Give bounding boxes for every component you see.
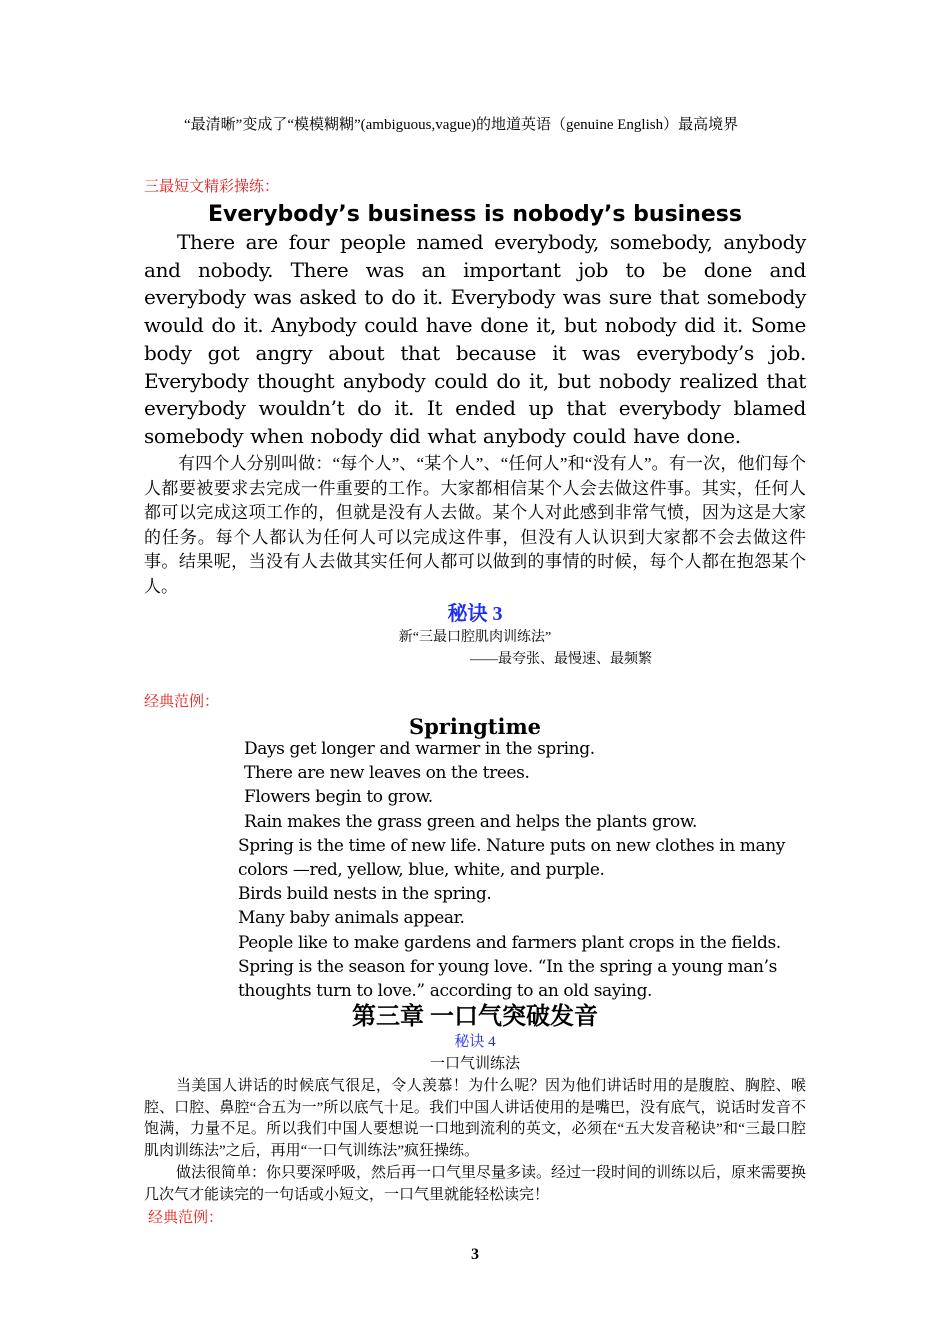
section-label-classic-example: 经典范例： (144, 694, 220, 710)
poem-line: Spring is the time of new life. Nature puts on new clothes in many colors —red, yellow, blue, white, and purple. (238, 835, 786, 881)
poem-line: Spring is the season for young love. “In the spring a young man’s thoughts turn to love.” according to an old saying. (238, 956, 777, 1002)
poem-line: Birds build nests in the spring. (238, 884, 492, 905)
tip-4-paragraph-1: 当美国人讲话的时候底气很足，令人羡慕！为什么呢？因为他们讲话时用的是腹腔、胸腔、喉腔、口腔、鼻腔“合五为一”所以底气十足。我们中国人讲话使用的是嘴巴，没有底气，说话时发音不饱满，力量不足。所以我们中国人要想说一口地到流利的英文，必须在“五大发音秘诀”和“三最口腔肌肉训练法”之后，再用“一口气训练法”疯狂操练。 (144, 1078, 806, 1159)
tip-3-title: 秘诀 3 (447, 603, 503, 625)
story-english-paragraph: There are four people named everybody, somebody, anybody and nobody. There was an important job to be done and everybody was asked to do it. Everybody was sure that somebody would do it. Anybody could have done it, but nobody did it. Some body got angry about that because it was everybody’s job. Everybody thought anybody could do it, but nobody realized that everybody wouldn’t do it. It ended up that everybody blamed somebody when nobody did what anybody could have done. (144, 230, 806, 448)
chapter-title: 第三章 一口气突破发音 (352, 1004, 598, 1030)
poem-line: Rain makes the grass green and helps the plants grow. (244, 811, 697, 832)
poem-line: Many baby animals appear. (238, 908, 465, 929)
story-title: Everybody’s business is nobody’s business (208, 202, 742, 227)
section-label-short-text-practice: 三最短文精彩操练： (144, 179, 280, 195)
tip-4-title: 秘诀 4 (454, 1034, 496, 1050)
story-chinese-paragraph: 有四个人分别叫做：“每个人”、“某个人”、“任何人”和“没有人”。有一次，他们每个人都要被要求去完成一件重要的工作。大家都相信某个人会去做这件事。其实，任何人都可以完成这项工作的，但就是没有人去做。某个人对此感到非常气愤，因为这是大家的任务。每个人都认为任何人可以完成这件事，但没有人认识到大家都不会去做这件事。结果呢，当没有人去做其实任何人都可以做到的事情的时候，每个人都在抱怨某个人。 (144, 454, 806, 596)
intro-paragraph: “最清晰”变成了“模模糊糊”(ambiguous,vague)的地道英语（genuine English）最高境界 (184, 117, 739, 133)
springtime-poem (238, 737, 818, 1003)
poem-line: People like to make gardens and farmers plant crops in the fields. (238, 932, 781, 953)
tip-4-subtitle: 一口气训练法 (429, 1056, 520, 1072)
section-label-classic-example-2: 经典范例： (148, 1210, 224, 1226)
poem-line: There are new leaves on the trees. (244, 763, 530, 784)
poem-line: Days get longer and warmer in the spring. (244, 739, 595, 759)
tip-3-subtitle-2: ——最夸张、最慢速、最频繁 (470, 652, 652, 667)
springtime-title: Springtime (408, 714, 542, 739)
tip-4-paragraph-2: 做法很简单：你只要深呼吸，然后再一口气里尽量多读。经过一段时间的训练以后，原来需要换几次气才能读完的一句话或小短文，一口气里就能轻松读完！ (144, 1165, 807, 1203)
tip-3-subtitle: 新“三最口腔肌肉训练法” (398, 630, 552, 645)
page-number: 3 (471, 1246, 479, 1263)
poem-line: Flowers begin to grow. (244, 787, 433, 808)
